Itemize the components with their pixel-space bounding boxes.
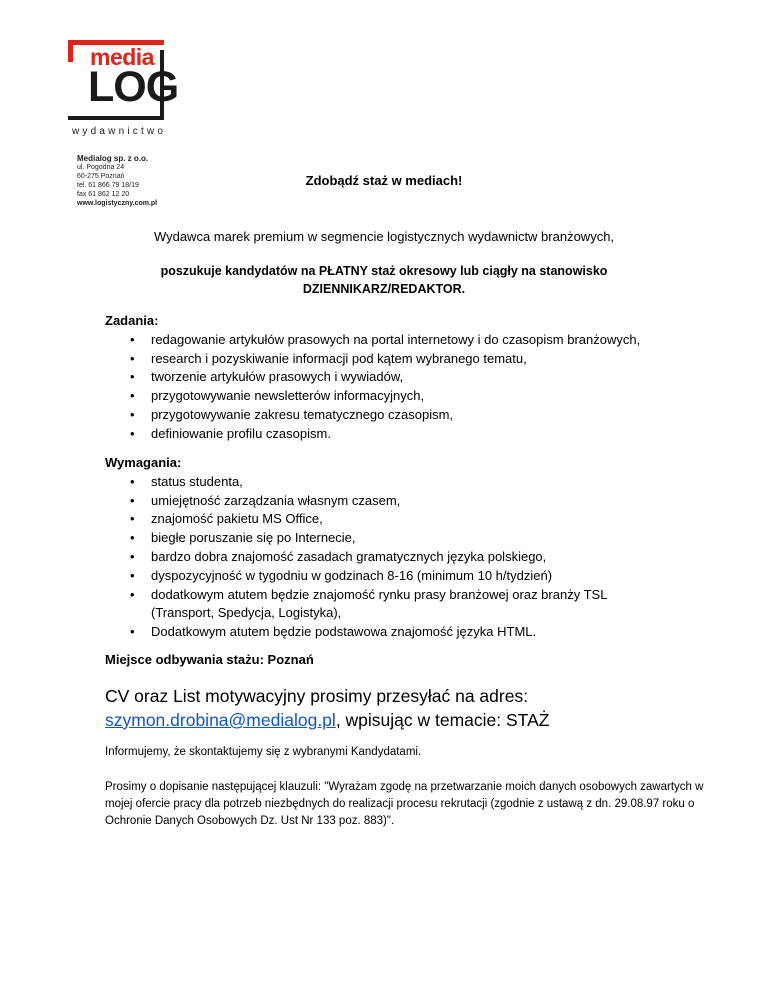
bullet-icon: •: [130, 586, 135, 602]
requirements-title: Wymagania:: [105, 455, 182, 470]
company-fax: fax 61 862 12 20: [77, 191, 130, 198]
offer-line-2: DZIENNIKARZ/REDAKTOR.: [302, 282, 466, 296]
cv-subject-text: , wpisując w temacie: STAŻ: [335, 710, 550, 730]
company-tel: tel. 61 866 79 18/19: [77, 182, 139, 189]
list-item: • Dodatkowym atutem będzie podstawowa znajomość języka HTML.: [105, 623, 607, 642]
bullet-icon: •: [130, 473, 135, 489]
company-website: www.logistyczny.com.pl: [77, 200, 158, 207]
list-item: • znajomość pakietu MS Office,: [105, 510, 607, 529]
list-item: • biegłe poruszanie się po Internecie,: [105, 529, 607, 548]
list-item: • status studenta,: [105, 473, 607, 492]
cv-line-1: CV oraz List motywacyjny prosimy przesyłać na adres:: [105, 686, 529, 706]
list-item: • definiowanie profilu czasopism.: [105, 425, 640, 444]
bullet-icon: •: [130, 567, 135, 583]
bullet-icon: •: [130, 388, 135, 404]
bullet-icon: •: [130, 406, 135, 422]
list-item: • przygotowywanie newsletterów informacyjnych,: [105, 387, 640, 406]
list-item: • bardzo dobra znajomość zasadach gramatycznych języka polskiego,: [105, 548, 607, 567]
company-name: Medialog sp. z o.o.: [77, 154, 149, 163]
company-street: ul. Pogodna 24: [77, 164, 125, 171]
logo-subtitle: wydawnictwo: [72, 126, 167, 137]
logo-red-bar-left: [68, 40, 73, 62]
list-item: • umiejętność zarządzania własnym czasem,: [105, 492, 607, 511]
tasks-title: Zadania:: [105, 313, 159, 328]
internship-location: Miejsce odbywania stażu: Poznań: [105, 652, 314, 667]
bullet-icon: •: [130, 331, 135, 347]
bullet-icon: •: [130, 511, 135, 527]
list-item: • research i pozyskiwanie informacji pod kątem wybranego tematu,: [105, 350, 640, 369]
list-item: • dyspozycyjność w tygodniu w godzinach 8-16 (minimum 10 h/tydzień): [105, 567, 607, 586]
tasks-list: [105, 331, 640, 444]
requirements-section: [105, 454, 607, 642]
list-item-continuation: (Transport, Spedycja, Logistyka),: [151, 605, 342, 621]
list-item: • dodatkowym atutem będzie znajomość rynku prasy branżowej oraz branży TSL (Transport, Spedycja, Logistyka),: [130, 586, 608, 621]
list-item: • redagowanie artykułów prasowych na portal internetowy i do czasopism branżowych,: [105, 331, 640, 350]
offer-text: [0, 262, 768, 298]
medialog-logo: [68, 40, 179, 120]
offer-line-1: poszukuje kandydatów na PŁATNY staż okresowy lub ciągły na stanowisko: [160, 264, 608, 278]
bullet-icon: •: [130, 548, 135, 564]
page-headline: Zdobądź staż w mediach!: [305, 173, 463, 188]
bullet-icon: •: [130, 369, 135, 385]
requirements-list: [105, 473, 607, 642]
cv-line-2: [105, 708, 549, 732]
email-link[interactable]: szymon.drobina@medialog.pl: [105, 710, 336, 730]
bullet-icon: •: [130, 530, 135, 546]
tasks-section: [105, 312, 640, 444]
bullet-icon: •: [130, 492, 135, 508]
logo-media-text: media: [90, 44, 154, 70]
consent-clause: Prosimy o dopisanie następującej klauzuli: "Wyrażam zgodę na przetwarzanie moich danych osobowych zawartych w mojej ofercie pracy dla potrzeb niezbędnych do realizacji procesu rekrutacji (zgodnie z ustawą z dn. 29.08.97 roku o Ochronie Danych Osobowych Dz. Ust Nr 133 poz. 883)".: [105, 781, 704, 827]
info-text: Informujemy, że skontaktujemy się z wybranymi Kandydatami.: [105, 746, 422, 758]
company-city: 60-275 Poznań: [77, 173, 125, 180]
logo-log-text: LOG: [88, 63, 179, 111]
list-item: • tworzenie artykułów prasowych i wywiadów,: [105, 368, 640, 387]
bullet-icon: •: [130, 624, 135, 640]
logo-dark-bar-bottom: [68, 116, 164, 120]
bullet-icon: •: [130, 350, 135, 366]
intro-text: Wydawca marek premium w segmencie logistycznych wydawnictw branżowych,: [153, 229, 615, 244]
list-item: • przygotowywanie zakresu tematycznego czasopism,: [105, 406, 640, 425]
bullet-icon: •: [130, 425, 135, 441]
cv-instructions: [105, 684, 549, 732]
